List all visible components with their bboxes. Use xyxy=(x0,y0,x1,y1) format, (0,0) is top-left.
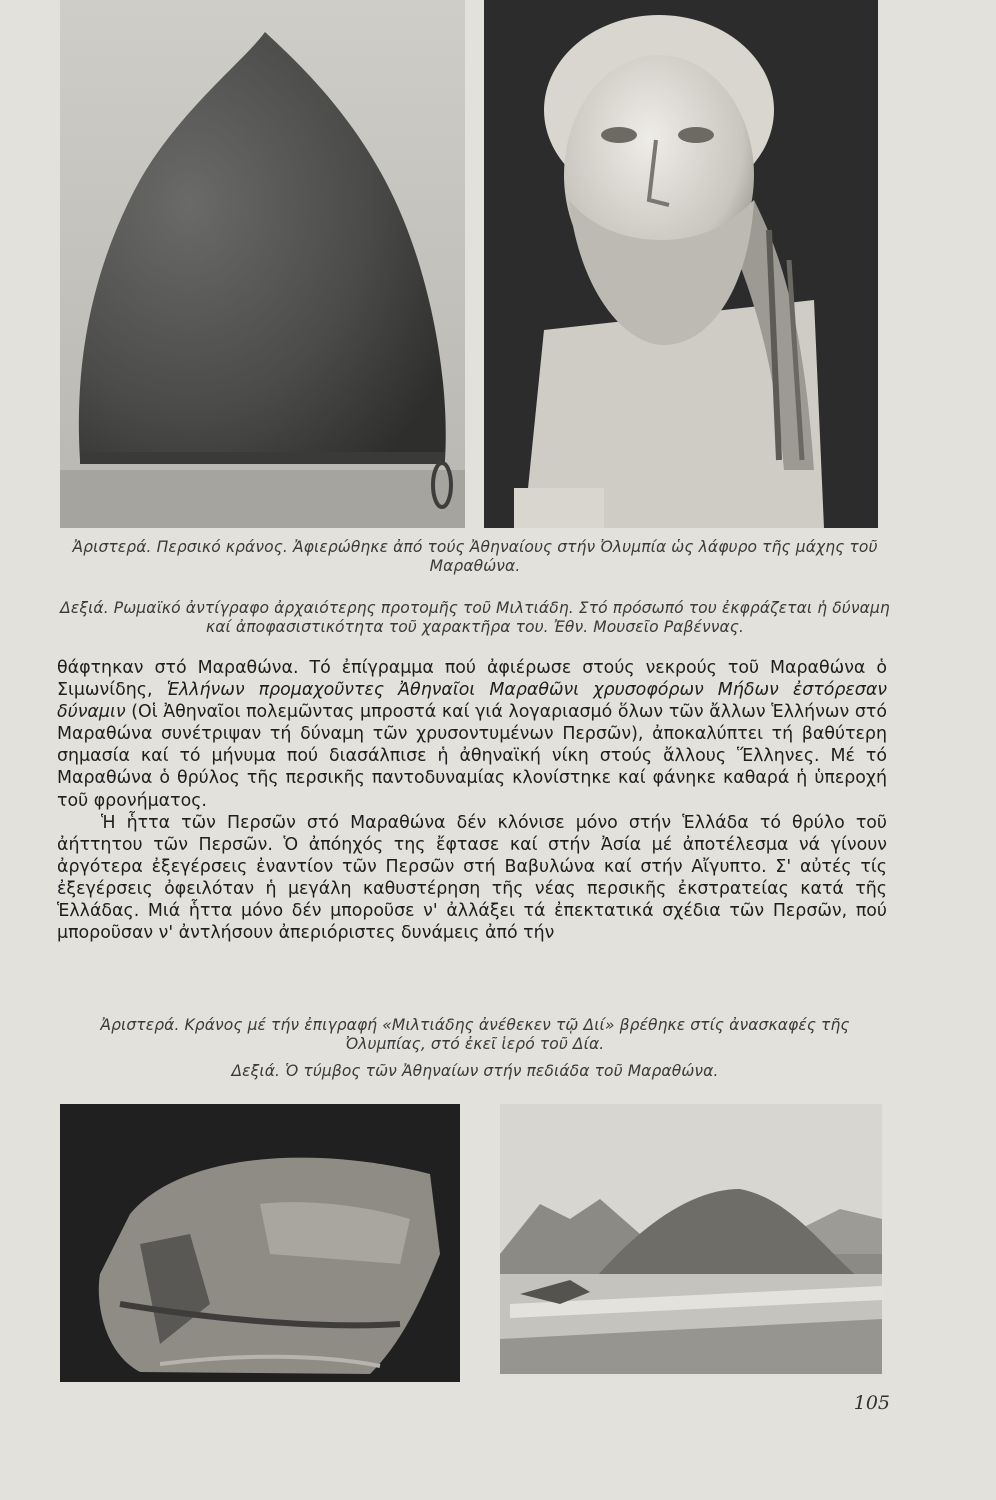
miltiades-bust-photo xyxy=(484,0,878,528)
caption-inscribed-helmet: Ἀριστερά. Κράνος μέ τήν ἐπιγραφή «Μιλτιάδης ἀνέθεκεν τῷ Διί» βρέθηκε στίς ἀνασκαφές τῆς Ὀλυμπίας, στό ἐκεῖ ἱερό τοῦ Δία. xyxy=(100,1016,850,1053)
simonides-epigram: Ἑλλήνων προμαχοῦντες Ἀθηναῖοι Μαραθῶνι χρυσοφόρων Μήδων ἐστόρεσαν δύναμιν xyxy=(57,680,887,723)
inscribed-helmet-photo xyxy=(60,1104,460,1382)
caption-tumulus: Δεξιά. Ὁ τύμβος τῶν Ἀθηναίων στήν πεδιάδα τοῦ Μαραθώνα. xyxy=(231,1062,719,1080)
caption-bust: Δεξιά. Ρωμαϊκό ἀντίγραφο ἀρχαιότερης προτομῆς τοῦ Μιλτιάδη. Στό πρόσωπό του ἐκφράζεται ἡ δύναμη καί ἀποφασιστικότητα τοῦ χαρακτῆρα του. Ἐθν. Μουσεῖο Ραβέννας. xyxy=(60,599,890,636)
paragraph-1-end: (Οἱ Ἀθηναῖοι πολεμῶντας μπροστά καί γιά λογαριασμό ὅλων τῶν ἄλλων Ἑλλήνων στό Μαραθώνα συνέτριψαν τή δύναμη τῶν χρυσοντυμένων Περσῶν), ἀποκαλύπτει τή βαθύτερη σημασία καί τό μήνυμα πού διασάλπισε ἡ ἀθηναϊκή νίκη στούς ἄλλους Ἕλληνες. Μέ τό Μαραθώνα ὁ θρύλος τῆς περσικῆς παντοδυναμίας κλονίστηκε καί φάνηκε καθαρά ἡ ὑπεροχή τοῦ φρονήματος. xyxy=(57,702,887,811)
marathon-tumulus-photo xyxy=(500,1104,882,1374)
page-number: 105 xyxy=(853,1392,890,1414)
paragraph-1-start: θάφτηκαν στό Μαραθώνα. Τό ἐπίγραμμα πού ἀφιέρωσε στούς νεκρούς τοῦ Μαραθώνα ὁ Σιμωνίδης, xyxy=(57,658,887,701)
caption-helmet: Ἀριστερά. Περσικό κράνος. Ἀφιερώθηκε ἀπό τούς Ἀθηναίους στήν Ὀλυμπία ὡς λάφυρο τῆς μάχης τοῦ Μαραθώνα. xyxy=(72,538,878,575)
body-text xyxy=(57,657,887,944)
paragraph-1 xyxy=(57,657,887,812)
persian-helmet-photo xyxy=(60,0,465,528)
paragraph-2: Ἡ ἧττα τῶν Περσῶν στό Μαραθώνα δέν κλόνισε μόνο στήν Ἑλλάδα τό θρύλο τοῦ ἀήττητου τῶν Περσῶν. Ὁ ἀπόηχός της ἔφτασε καί στήν Ἀσία μέ ἀποτέλεσμα νά γίνουν ἀργότερα ἐξεγέρσεις ἐναντίον τῶν Περσῶν στή Βαβυλώνα καί στήν Αἴγυπτο. Σ' αὐτές τίς ἐξεγέρσεις ὀφειλόταν ἡ μεγάλη καθυστέρηση τῆς νέας περσικῆς ἐκστρατείας κατά τῆς Ἑλλάδας. Μιά ἧττα μόνο δέν μποροῦσε ν' ἀλλάξει τά ἐπεκτατικά σχέδια τῶν Περσῶν, πού μποροῦσαν ν' ἀντλήσουν ἀπεριόριστες δυνάμεις ἀπό τήν xyxy=(57,812,887,944)
